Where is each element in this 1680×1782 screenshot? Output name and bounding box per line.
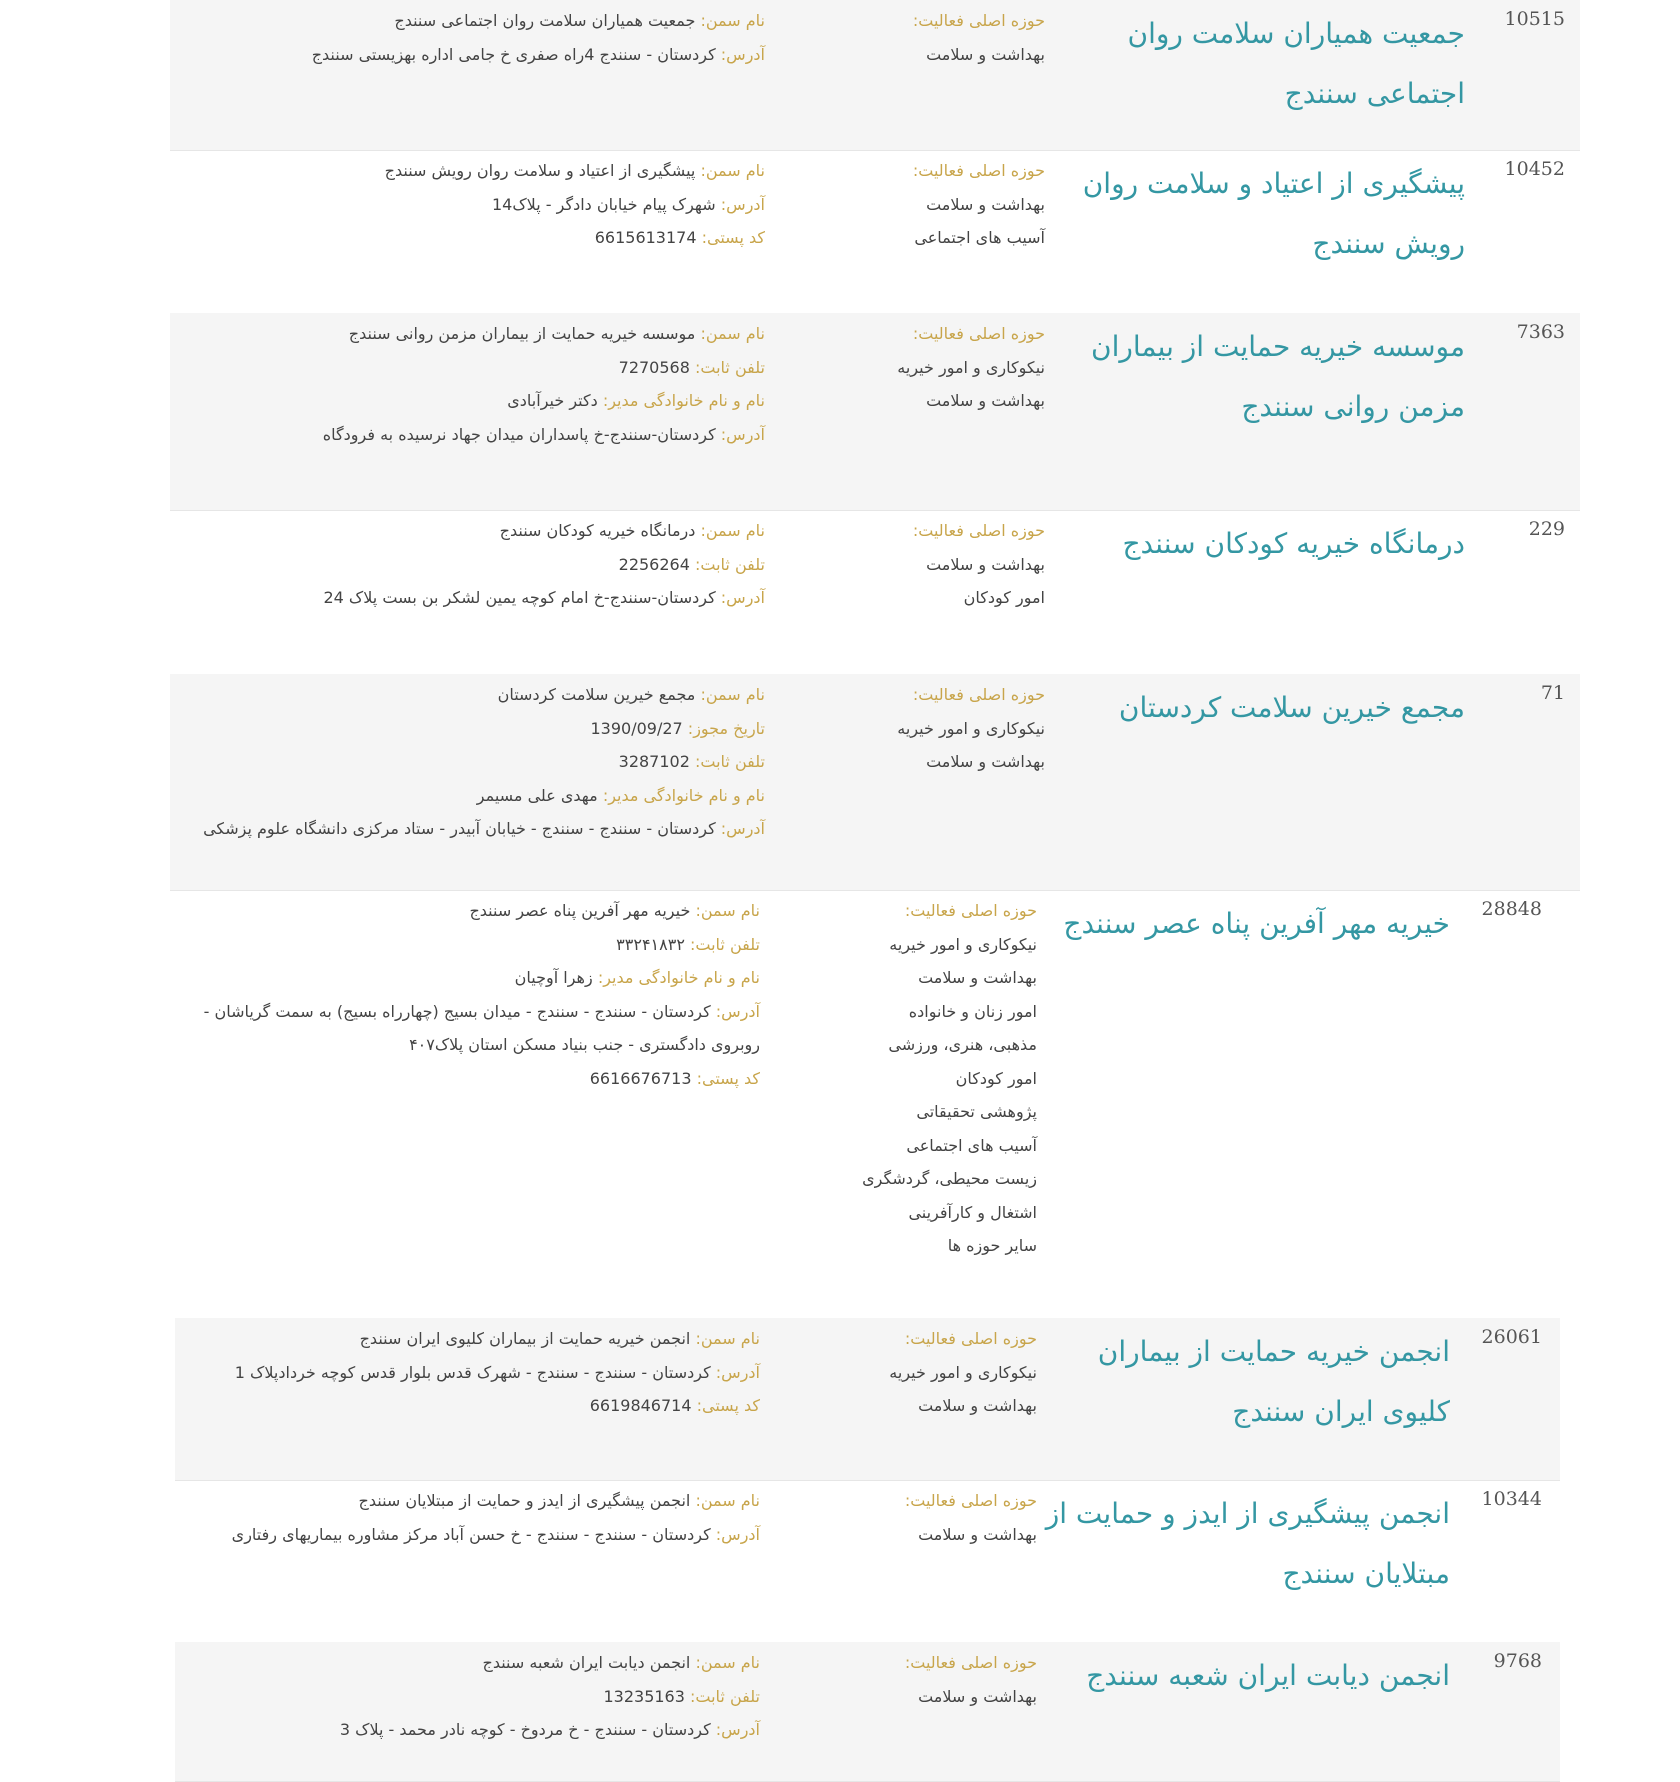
detail-value: 3287102 <box>618 752 690 771</box>
detail-value: مهدی علی مسیمر <box>476 785 598 805</box>
detail-postal <box>175 1062 760 1096</box>
activity-list <box>815 678 1045 779</box>
detail-label: تلفن ثابت: <box>690 934 760 954</box>
activity-heading: حوزه اصلی فعالیت: <box>912 685 1045 704</box>
detail-address <box>180 418 765 452</box>
record-details <box>180 678 765 846</box>
record-row <box>170 150 1580 313</box>
detail-label: تلفن ثابت: <box>695 554 765 574</box>
activity-item: اشتغال و کارآفرینی <box>908 1202 1037 1222</box>
activity-item: بهداشت و سلامت <box>918 968 1037 987</box>
record-title-link[interactable]: پیشگیری از اعتیاد و سلامت روان رویش سنندج <box>1082 167 1465 260</box>
detail-value: کردستان - سنندج 4راه صفری خ جامی اداره بهزیستی سنندج <box>311 44 716 64</box>
activity-item: آسیب های اجتماعی <box>914 228 1045 247</box>
detail-address <box>175 1356 760 1390</box>
detail-label: آدرس: <box>720 588 765 607</box>
activity-list <box>815 514 1045 615</box>
activity-item: بهداشت و سلامت <box>926 194 1045 214</box>
detail-manager <box>180 779 765 813</box>
record-id: 10515 <box>1504 8 1565 30</box>
detail-label: نام و نام خانوادگی مدیر: <box>602 391 765 410</box>
detail-label: آدرس: <box>715 1001 760 1021</box>
activity-list <box>807 1646 1037 1713</box>
detail-value: کردستان - سنندج - سنندج - شهرک قدس بلوار قدس کوچه خردادپلاک 1 <box>234 1362 711 1382</box>
record-details <box>180 154 765 255</box>
detail-label: آدرس: <box>720 424 765 444</box>
detail-label: نام سمن: <box>695 1653 760 1672</box>
record-row <box>175 1318 1560 1481</box>
activity-item: آسیب های اجتماعی <box>906 1135 1037 1155</box>
detail-value: کردستان - سنندج - سنندج - خ حسن آباد مرکز مشاوره بیماریهای رفتاری <box>231 1524 711 1544</box>
detail-label: تاریخ مجوز: <box>687 718 765 738</box>
detail-address <box>175 1518 760 1552</box>
detail-label: آدرس: <box>720 194 765 214</box>
detail-value: 6619846714 <box>589 1396 692 1415</box>
detail-label: آدرس: <box>715 1362 760 1382</box>
detail-phone <box>175 928 760 962</box>
detail-label: آدرس: <box>715 1524 760 1544</box>
detail-manager <box>175 961 760 995</box>
activity-heading: حوزه اصلی فعالیت: <box>912 324 1045 343</box>
activity-item: بهداشت و سلامت <box>926 391 1045 410</box>
activity-item: پژوهشی تحقیقاتی <box>916 1102 1037 1121</box>
activity-list <box>807 894 1037 1263</box>
detail-value: 7270568 <box>618 357 690 377</box>
detail-label: نام سمن: <box>700 324 765 343</box>
record-details <box>180 4 765 71</box>
record-id: 229 <box>1528 518 1565 540</box>
record-title-link[interactable]: موسسه خیریه حمایت از بیماران مزمن روانی سنندج <box>1091 330 1465 423</box>
detail-manager <box>180 384 765 418</box>
detail-label: نام سمن: <box>700 685 765 704</box>
detail-value: انجمن دیابت ایران شعبه سنندج <box>482 1653 691 1672</box>
record-title-link[interactable]: مجمع خیرین سلامت کردستان <box>1118 691 1465 724</box>
detail-value: 2256264 <box>618 554 690 574</box>
detail-label: نام سمن: <box>695 1329 760 1348</box>
detail-label: تلفن ثابت: <box>695 357 765 377</box>
detail-phone <box>180 745 765 779</box>
detail-address <box>175 995 760 1062</box>
activity-heading: حوزه اصلی فعالیت: <box>912 521 1045 540</box>
activity-item: بهداشت و سلامت <box>926 44 1045 64</box>
detail-name <box>180 4 765 38</box>
activity-heading: حوزه اصلی فعالیت: <box>904 901 1037 920</box>
detail-value: کردستان-سنندج-خ امام کوچه یمین لشکر بن بست پلاک 24 <box>323 588 716 607</box>
detail-name <box>175 1322 760 1356</box>
detail-address <box>175 1713 760 1747</box>
activity-heading: حوزه اصلی فعالیت: <box>904 1329 1037 1348</box>
detail-label: کد پستی: <box>701 228 765 247</box>
detail-label: نام و نام خانوادگی مدیر: <box>597 968 760 987</box>
detail-label: آدرس: <box>715 1720 760 1739</box>
record-id: 28848 <box>1481 898 1542 920</box>
detail-value: پیشگیری از اعتیاد و سلامت روان رویش سنندج <box>384 161 696 180</box>
detail-label: نام سمن: <box>695 901 760 920</box>
record-id: 9768 <box>1493 1650 1542 1672</box>
detail-label: نام سمن: <box>700 11 765 30</box>
detail-address <box>180 581 765 615</box>
record-details <box>175 1322 760 1423</box>
activity-list <box>815 4 1045 71</box>
activity-item: سایر حوزه ها <box>947 1236 1037 1255</box>
record-row <box>175 1642 1560 1782</box>
detail-postal <box>175 1389 760 1423</box>
activity-list <box>815 317 1045 418</box>
record-title-link[interactable]: جمعیت همیاران سلامت روان اجتماعی سنندج <box>1127 17 1465 110</box>
record-id: 71 <box>1540 682 1565 704</box>
detail-address <box>180 188 765 222</box>
detail-value: خیریه مهر آفرین پناه عصر سنندج <box>469 901 691 920</box>
detail-label: آدرس: <box>720 44 765 64</box>
detail-postal <box>180 221 765 255</box>
record-title-link[interactable]: انجمن خیریه حمایت از بیماران کلیوی ایران سنندج <box>1097 1335 1450 1428</box>
record-title-link[interactable]: انجمن دیابت ایران شعبه سنندج <box>1086 1659 1450 1692</box>
activity-item: نیکوکاری و امور خیریه <box>897 357 1045 377</box>
detail-value: کردستان-سنندج-خ پاسداران میدان جهاد نرسیده به فرودگاه <box>322 424 716 444</box>
activity-item: بهداشت و سلامت <box>918 1396 1037 1415</box>
record-id: 7363 <box>1516 321 1565 343</box>
detail-phone <box>175 1680 760 1714</box>
detail-name <box>180 514 765 548</box>
detail-value: موسسه خیریه حمایت از بیماران مزمن روانی سنندج <box>348 324 696 343</box>
detail-name <box>175 1484 760 1518</box>
detail-value: کردستان - سنندج - خ مردوخ - کوچه نادر محمد - پلاک 3 <box>339 1720 711 1739</box>
detail-value: 1390/09/27 <box>590 718 683 738</box>
detail-value: مجمع خیرین سلامت کردستان <box>497 685 696 704</box>
activity-item: امور کودکان <box>955 1068 1037 1088</box>
detail-label: کد پستی: <box>696 1068 760 1088</box>
detail-value: زهرا آوچیان <box>514 968 593 987</box>
detail-label: کد پستی: <box>696 1396 760 1415</box>
activity-item: بهداشت و سلامت <box>918 1686 1037 1706</box>
activity-list <box>807 1322 1037 1423</box>
detail-value: کردستان - سنندج - سنندج - میدان بسیج (چهارراه بسیج) به سمت گریاشان - روبروی دادگستری - جنب بنیاد مسکن استان پلاک۴۰۷ <box>203 1001 760 1054</box>
activity-item: نیکوکاری و امور خیریه <box>889 1362 1037 1382</box>
activity-heading: حوزه اصلی فعالیت: <box>912 11 1045 30</box>
detail-value: درمانگاه خیریه کودکان سنندج <box>499 521 696 540</box>
record-id: 10344 <box>1481 1488 1542 1510</box>
record-id: 26061 <box>1481 1326 1542 1348</box>
activity-item: بهداشت و سلامت <box>926 554 1045 574</box>
detail-value: 6615613174 <box>594 228 697 247</box>
detail-label: آدرس: <box>720 819 765 838</box>
record-title-link[interactable]: درمانگاه خیریه کودکان سنندج <box>1122 527 1465 560</box>
record-row <box>170 0 1580 151</box>
detail-name <box>175 1646 760 1680</box>
record-details <box>175 1484 760 1551</box>
detail-value: جمعیت همیاران سلامت روان اجتماعی سنندج <box>394 11 696 30</box>
detail-label: نام سمن: <box>700 521 765 540</box>
detail-name <box>180 154 765 188</box>
activity-item: بهداشت و سلامت <box>918 1524 1037 1544</box>
detail-phone <box>180 351 765 385</box>
detail-permit-date <box>180 712 765 746</box>
detail-value: کردستان - سنندج - سنندج - خیابان آبیدر - ستاد مرکزی دانشگاه علوم پزشکی <box>203 819 716 838</box>
activity-item: بهداشت و سلامت <box>926 752 1045 771</box>
activity-heading: حوزه اصلی فعالیت: <box>904 1653 1037 1672</box>
record-details <box>175 894 760 1095</box>
activity-item: نیکوکاری و امور خیریه <box>889 934 1037 954</box>
activity-heading: حوزه اصلی فعالیت: <box>904 1491 1037 1510</box>
activity-list <box>807 1484 1037 1551</box>
record-details <box>175 1646 760 1747</box>
record-row <box>170 674 1580 891</box>
detail-label: نام سمن: <box>700 161 765 180</box>
detail-label: تلفن ثابت: <box>695 752 765 771</box>
detail-value: انجمن خیریه حمایت از بیماران کلیوی ایران سنندج <box>359 1329 691 1348</box>
detail-label: نام سمن: <box>695 1491 760 1510</box>
activity-item: مذهبی، هنری، ورزشی <box>888 1035 1037 1054</box>
detail-value: دکتر خیرآبادی <box>507 391 598 410</box>
activity-heading: حوزه اصلی فعالیت: <box>912 161 1045 180</box>
detail-label: نام و نام خانوادگی مدیر: <box>602 785 765 805</box>
detail-value: ۳۳۲۴۱۸۳۲ <box>616 934 685 954</box>
detail-address <box>180 38 765 72</box>
detail-value: انجمن پیشگیری از ایدز و حمایت از مبتلایان سنندج <box>358 1491 691 1510</box>
record-details <box>180 514 765 615</box>
activity-item: امور کودکان <box>963 588 1045 607</box>
record-id: 10452 <box>1504 158 1565 180</box>
detail-value: 13235163 <box>603 1686 685 1706</box>
activity-item: امور زنان و خانواده <box>908 1001 1037 1021</box>
detail-phone <box>180 548 765 582</box>
detail-address <box>180 812 765 846</box>
record-row <box>175 890 1560 1318</box>
record-title-link[interactable]: خیریه مهر آفرین پناه عصر سنندج <box>1063 907 1450 940</box>
record-row <box>175 1480 1560 1642</box>
record-row <box>170 313 1580 511</box>
detail-value: 6616676713 <box>589 1068 692 1088</box>
record-title-link[interactable]: انجمن پیشگیری از ایدز و حمایت از مبتلایان سنندج <box>1045 1497 1450 1590</box>
detail-label: تلفن ثابت: <box>690 1686 760 1706</box>
detail-name <box>180 678 765 712</box>
activity-item: زیست محیطی، گردشگری <box>862 1169 1037 1188</box>
detail-name <box>180 317 765 351</box>
activity-list <box>815 154 1045 255</box>
activity-item: نیکوکاری و امور خیریه <box>897 718 1045 738</box>
record-details <box>180 317 765 451</box>
detail-value: شهرک پیام خیابان دادگر - پلاک14 <box>492 194 716 214</box>
record-row <box>170 510 1580 674</box>
detail-name <box>175 894 760 928</box>
